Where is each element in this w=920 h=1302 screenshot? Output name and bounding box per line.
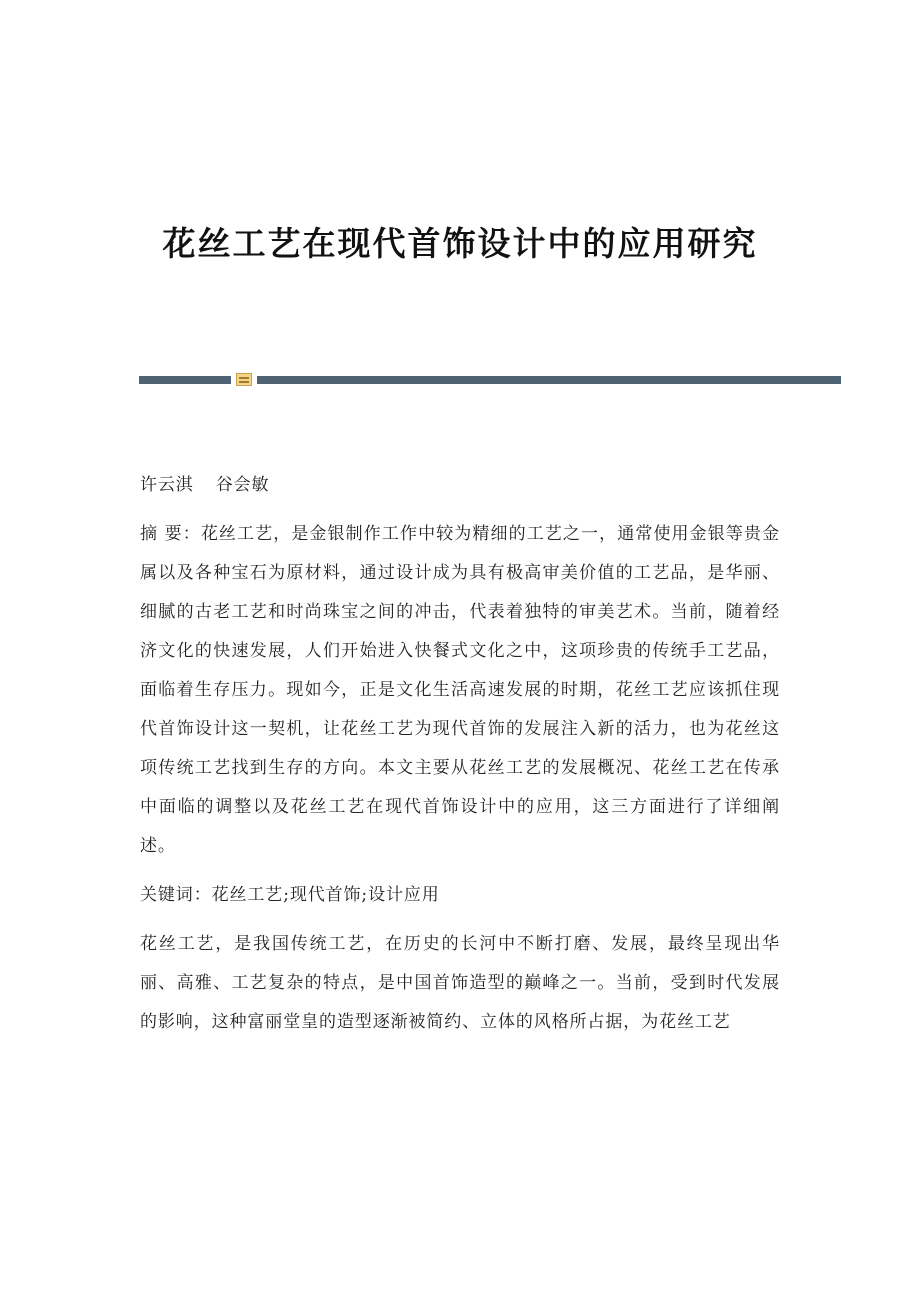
author-line [140,466,780,505]
abstract-label: 摘 要： [140,524,201,544]
divider-bar-right [257,376,841,384]
document-title: 花丝工艺在现代首饰设计中的应用研究 [162,224,758,263]
keywords-text: 花丝工艺;现代首饰;设计应用 [211,885,440,905]
abstract-text: 花丝工艺，是金银制作工作中较为精细的工艺之一，通常使用金银等贵金属以及各种宝石为原材料，通过设计成为具有极高审美价值的工艺品，是华丽、细腻的古老工艺和时尚珠宝之间的冲击，代表着独特的审美艺术。当前，随着经济文化的快速发展，人们开始进入快餐式文化之中，这项珍贵的传统手工艺品，面临着生存压力。现如今，正是文化生活高速发展的时期，花丝工艺应该抓住现代首饰设计这一契机，让花丝工艺为现代首饰的发展注入新的活力，也为花丝这项传统工艺找到生存的方向。本文主要从花丝工艺的发展概况、花丝工艺在传承中面临的调整以及花丝工艺在现代首饰设计中的应用，这三方面进行了详细阐述。 [140,524,780,856]
title-divider [139,373,841,387]
author-name: 谷会敏 [215,475,270,495]
body-paragraph: 花丝工艺，是我国传统工艺，在历史的长河中不断打磨、发展，最终呈现出华丽、高雅、工艺复杂的特点，是中国首饰造型的巅峰之一。当前，受到时代发展的影响，这种富丽堂皇的造型逐渐被简约、立体的风格所占据，为花丝工艺 [140,934,780,1032]
divider-bar-left [139,376,231,384]
author-name: 许云淇 [140,475,194,495]
keywords-line [140,876,780,915]
document-body [140,466,780,1042]
abstract-paragraph [140,515,780,866]
divider-ornament-icon [236,373,252,386]
keywords-label: 关键词： [140,885,212,905]
